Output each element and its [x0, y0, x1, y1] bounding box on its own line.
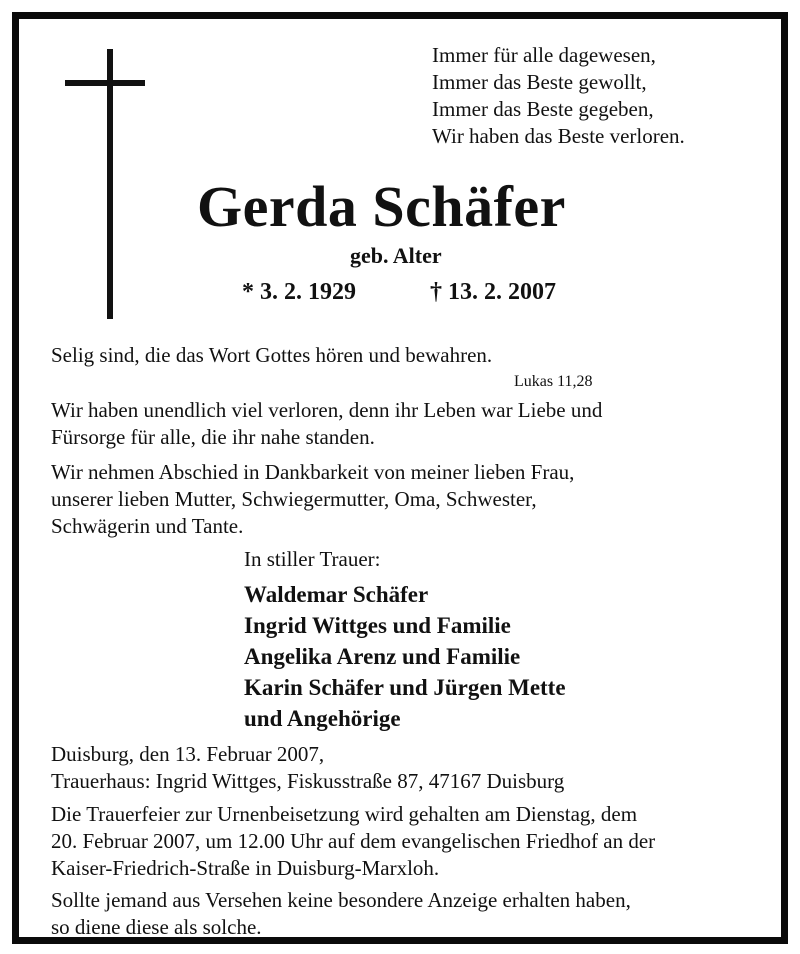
cross-horizontal-bar — [65, 80, 145, 86]
obituary-frame — [12, 12, 788, 944]
poem-line: Immer das Beste gegeben, — [432, 97, 654, 121]
footer-line: Die Trauerfeier zur Urnenbeisetzung wird gehalten am Dienstag, dem — [51, 802, 638, 826]
verse-reference: Lukas 11,28 — [514, 373, 593, 390]
birth-date: * 3. 2. 1929 — [242, 279, 356, 305]
mourning-label: In stiller Trauer: — [244, 547, 381, 571]
footer-line: Sollte jemand aus Versehen keine besondere Anzeige erhalten haben, — [51, 888, 631, 912]
paragraph-line: Wir haben unendlich viel verloren, denn ihr Leben war Liebe und — [51, 398, 603, 422]
poem — [432, 42, 685, 150]
deceased-name: Gerda Schäfer — [197, 174, 566, 239]
loss-paragraph — [51, 397, 602, 451]
footer-line: so diene diese als solche. — [51, 915, 262, 939]
mourner: Waldemar Schäfer — [244, 582, 429, 607]
death-date: † 13. 2. 2007 — [430, 279, 556, 305]
mourner: Ingrid Wittges und Familie — [244, 613, 511, 638]
paragraph-line: Schwägerin und Tante. — [51, 514, 244, 538]
poem-line: Immer für alle dagewesen, — [432, 43, 656, 67]
poem-line: Wir haben das Beste verloren. — [432, 124, 685, 148]
notice-paragraph — [51, 887, 631, 941]
farewell-paragraph — [51, 459, 574, 540]
cross-vertical-bar — [107, 49, 113, 319]
birth-name: geb. Alter — [350, 243, 442, 268]
footer-line: 20. Februar 2007, um 12.00 Uhr auf dem evangelischen Friedhof an der — [51, 829, 656, 853]
place-and-date — [51, 741, 564, 795]
mourner: und Angehörige — [244, 706, 401, 731]
funeral-service-info — [51, 801, 655, 882]
poem-line: Immer das Beste gewollt, — [432, 70, 647, 94]
paragraph-line: Fürsorge für alle, die ihr nahe standen. — [51, 425, 375, 449]
mourners-list — [244, 579, 566, 734]
footer-line: Duisburg, den 13. Februar 2007, — [51, 742, 325, 766]
footer-line: Kaiser-Friedrich-Straße in Duisburg-Marxloh. — [51, 856, 440, 880]
bible-verse: Selig sind, die das Wort Gottes hören und bewahren. — [51, 343, 493, 367]
paragraph-line: unserer lieben Mutter, Schwiegermutter, Oma, Schwester, — [51, 487, 537, 511]
mourner: Angelika Arenz und Familie — [244, 644, 521, 669]
mourner: Karin Schäfer und Jürgen Mette — [244, 675, 566, 700]
paragraph-line: Wir nehmen Abschied in Dankbarkeit von meiner lieben Frau, — [51, 460, 575, 484]
footer-line: Trauerhaus: Ingrid Wittges, Fiskusstraße 87, 47167 Duisburg — [51, 769, 565, 793]
